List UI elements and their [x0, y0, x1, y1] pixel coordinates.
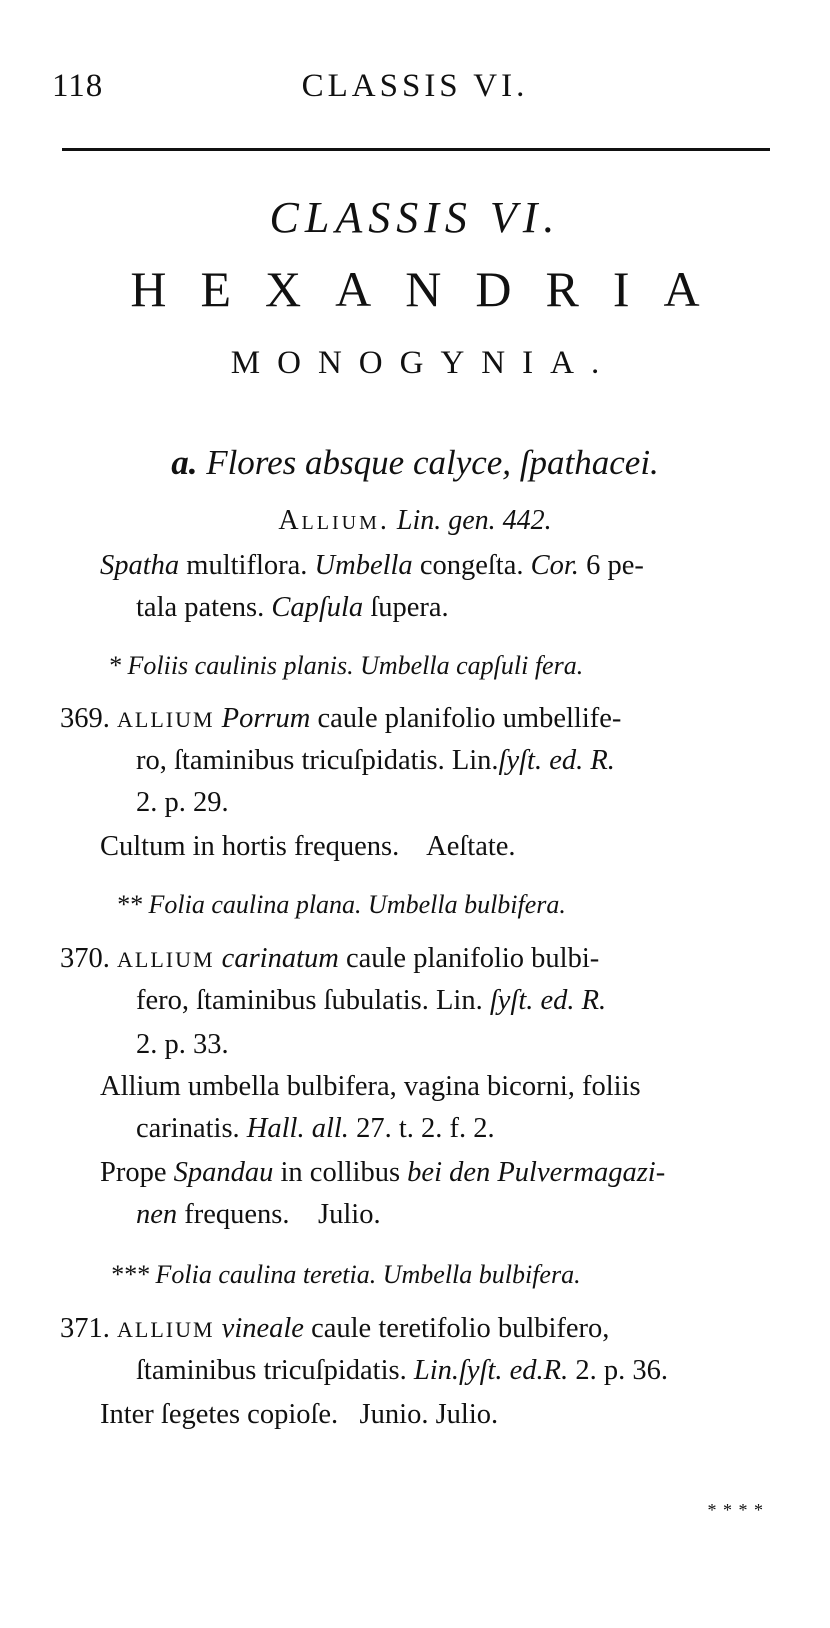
text-run: bei den Pulvermagazi-: [407, 1157, 666, 1188]
catchword-asterisks: * * * *: [707, 1500, 764, 1520]
text-run: Capſula: [271, 592, 364, 623]
species-number: 371.: [60, 1313, 110, 1344]
text-run: Porrum: [221, 703, 311, 734]
species-370-habitat-line-2: [136, 1196, 381, 1234]
text-run: ſyſt. ed. R.: [482, 985, 607, 1016]
text-run: congeſta.: [412, 550, 531, 581]
page-number: 118: [52, 68, 104, 104]
section-heading: [0, 443, 830, 483]
text-run: Lin.ſyſt. ed.R.: [413, 1355, 569, 1386]
text-run: caule planifolio bulbi-: [338, 943, 600, 974]
genus-reference: Lin. gen. 442.: [396, 505, 552, 536]
class-name: HEXANDRIA: [130, 261, 734, 317]
genus-name: Allium.: [278, 505, 390, 536]
text-run: vineale: [221, 1313, 304, 1344]
genus-description-line-2: [136, 589, 449, 627]
species-genus: ALLIUM: [117, 1317, 215, 1342]
text-run: ro, ſtaminibus tricuſpidatis.: [136, 745, 452, 776]
species-genus: ALLIUM: [117, 707, 215, 732]
text-run: multiflora.: [179, 550, 315, 581]
species-370-line-2: [136, 982, 606, 1020]
text-run: 6 pe-: [578, 550, 644, 581]
species-number: 370.: [60, 943, 110, 974]
text-run: 2. p. 36.: [568, 1355, 668, 1386]
species-371-line-1: [60, 1310, 609, 1349]
text-run: Spatha: [100, 550, 180, 581]
species-369-habitat: Cultum in hortis frequens. Aeſtate.: [100, 831, 516, 862]
text-run: carinatis.: [136, 1113, 247, 1144]
species-370-line-1-text: [222, 943, 600, 974]
text-run: Hall. all.: [246, 1113, 349, 1144]
text-run: Spandau: [173, 1157, 274, 1188]
section-heading-text: Flores absque calyce, ſpathacei.: [206, 443, 659, 482]
text-run: Lin.: [451, 745, 499, 776]
species-371-line-2: [136, 1352, 668, 1390]
text-run: Lin.: [436, 985, 483, 1016]
text-run: nen: [136, 1199, 178, 1230]
text-run: ſupera.: [363, 592, 449, 623]
text-run: caule planifolio umbellife-: [310, 703, 622, 734]
order-name: MONOGYNIA.: [230, 345, 617, 381]
text-run: tala patens.: [136, 592, 272, 623]
genus-heading: [0, 505, 830, 537]
genus-description-line-1: [100, 547, 644, 585]
species-genus: ALLIUM: [117, 947, 215, 972]
species-370-line-1: [60, 940, 599, 979]
species-371-habitat: Inter ſegetes copioſe. Junio. Julio.: [100, 1399, 499, 1430]
classis-title: CLASSIS VI.: [269, 193, 561, 242]
running-head: CLASSIS VI.: [301, 68, 529, 104]
section-marker: a.: [171, 443, 198, 482]
text-run: frequens. Julio.: [177, 1199, 381, 1230]
header-rule: [62, 148, 770, 151]
subsection-3-heading: *** Folia caulina teretia. Umbella bulbifera.: [110, 1260, 581, 1289]
text-run: in collibus: [273, 1157, 408, 1188]
text-run: caule teretifolio bulbifero,: [303, 1313, 610, 1344]
species-370-line-3: 2. p. 33.: [136, 1029, 229, 1060]
subsection-1-heading: * Foliis caulinis planis. Umbella capſuli fera.: [108, 651, 584, 680]
species-369-line-1-text: [222, 703, 622, 734]
species-369-line-3: 2. p. 29.: [136, 787, 229, 818]
text-run: Cor.: [530, 550, 579, 581]
subsection-2-heading: ** Folia caulina plana. Umbella bulbifera.: [116, 890, 566, 919]
species-369-line-1: [60, 700, 621, 739]
text-run: carinatum: [221, 943, 339, 974]
text-run: ſtaminibus tricuſpidatis.: [136, 1355, 414, 1386]
species-369-line-2: [136, 742, 615, 780]
species-371-line-1-text: [222, 1313, 610, 1344]
species-370-synonym-line-2: [136, 1110, 495, 1148]
text-run: 27. t. 2. f. 2.: [348, 1113, 495, 1144]
species-370-habitat-line-1: [100, 1154, 665, 1192]
text-run: Umbella: [314, 550, 413, 581]
species-number: 369.: [60, 703, 110, 734]
species-370-synonym-line-1: Allium umbella bulbifera, vagina bicorni, foliis: [100, 1071, 641, 1102]
text-run: fero, ſtaminibus ſubulatis.: [136, 985, 437, 1016]
text-run: Prope: [100, 1157, 174, 1188]
text-run: ſyſt. ed. R.: [498, 745, 615, 776]
